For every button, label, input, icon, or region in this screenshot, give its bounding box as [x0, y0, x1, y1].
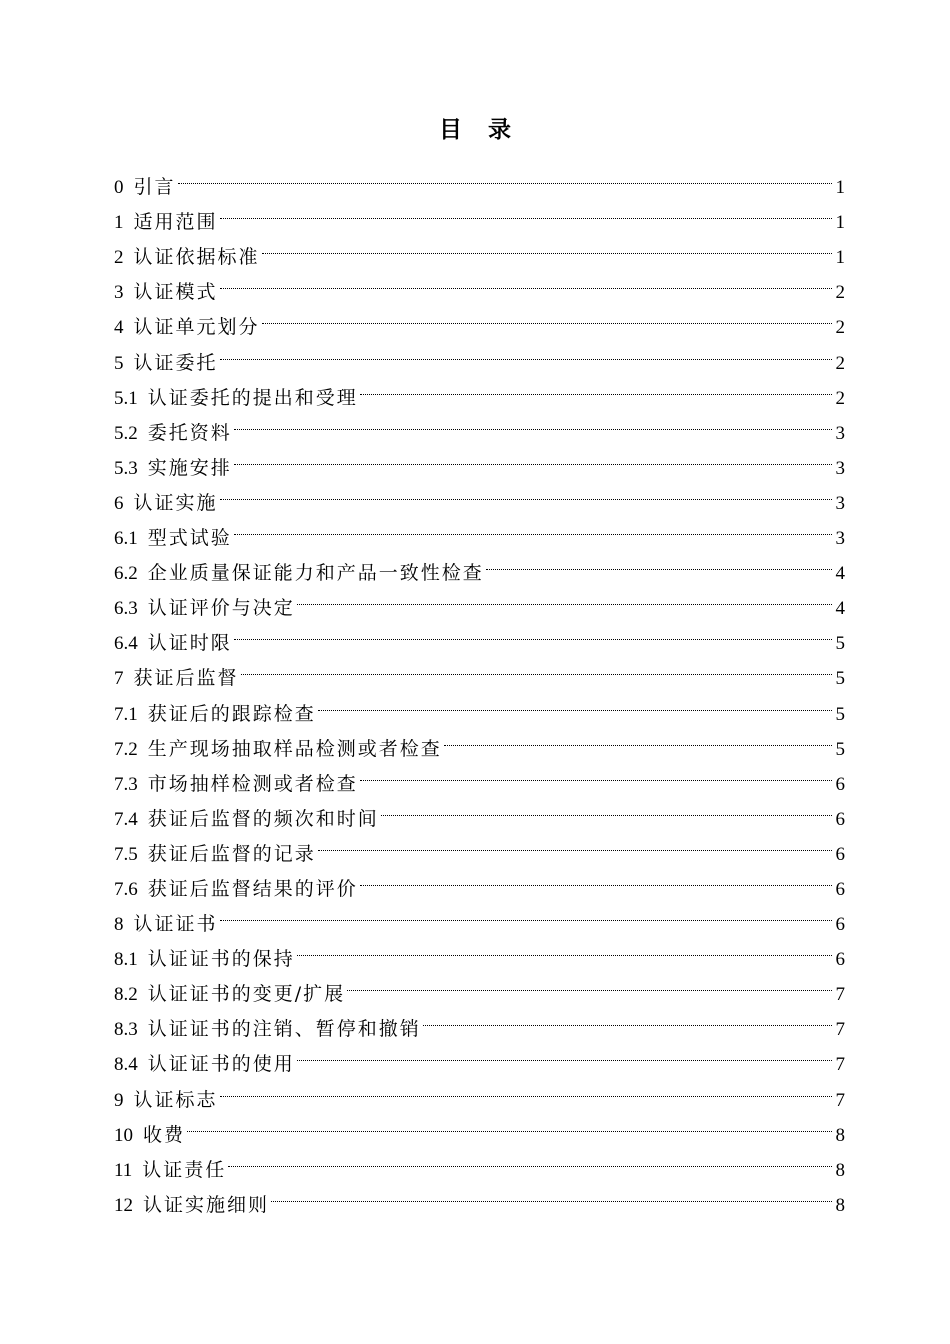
toc-entry-number: 8.4: [114, 1054, 138, 1076]
toc-entry-number: 12: [114, 1194, 133, 1216]
toc-entry[interactable]: [114, 263, 845, 304]
toc-entry-title: 市场抽样检测或者检查: [147, 772, 358, 795]
toc-entry-title: 认证证书的使用: [147, 1053, 295, 1076]
toc-entry-number: 1: [114, 212, 124, 234]
toc-entry[interactable]: [114, 895, 845, 936]
toc-entry-number: 6.2: [114, 563, 138, 585]
toc-dot-leader: [295, 1035, 834, 1070]
toc-dot-leader: [358, 755, 834, 790]
toc-entry-number: 3: [114, 282, 124, 304]
toc-entry-title: 引言: [133, 176, 176, 199]
toc-entry-page-number: 7: [835, 1019, 845, 1041]
toc-entry-number: 7.1: [114, 703, 138, 725]
toc-entry-title: 获证后监督结果的评价: [147, 877, 358, 900]
toc-entry-page-number: 1: [835, 247, 845, 269]
toc-entry-title: 认证证书的变更/扩展: [147, 983, 346, 1006]
toc-entry-number: 5.2: [114, 422, 138, 444]
toc-entry-page-number: 5: [835, 738, 845, 760]
toc-entry-title: 型式试验: [147, 527, 232, 550]
toc-entry-title: 获证后监督的频次和时间: [147, 807, 379, 830]
toc-entry-page-number: 2: [835, 282, 845, 304]
toc-entry-title: 认证评价与决定: [147, 597, 295, 620]
toc-entry-title: 认证标志: [133, 1088, 218, 1111]
toc-entry-number: 7: [114, 668, 124, 690]
toc-entry-number: 0: [114, 177, 124, 199]
toc-entry-page-number: 3: [835, 528, 845, 550]
toc-entry-page-number: 4: [835, 563, 845, 585]
toc-title: 目录: [439, 116, 537, 143]
toc-dot-leader: [218, 895, 834, 930]
toc-entry-title: 认证证书: [133, 913, 218, 936]
toc-entry-page-number: 2: [835, 352, 845, 374]
toc-list: [114, 158, 845, 1216]
toc-entry[interactable]: [114, 333, 845, 374]
toc-entry-title: 认证单元划分: [133, 316, 260, 339]
toc-entry-number: 2: [114, 247, 124, 269]
toc-dot-leader: [295, 930, 834, 965]
toc-entry-page-number: 3: [835, 422, 845, 444]
toc-dot-leader: [260, 228, 834, 263]
toc-dot-leader: [232, 439, 834, 474]
toc-entry-title: 认证模式: [133, 281, 218, 304]
toc-dot-leader: [316, 684, 834, 719]
toc-entry-title: 认证时限: [147, 632, 232, 655]
toc-entry[interactable]: [114, 474, 845, 514]
toc-dot-leader: [218, 263, 834, 298]
toc-entry-title: 收费: [143, 1123, 186, 1146]
toc-entry-number: 7.5: [114, 843, 138, 865]
toc-entry[interactable]: [114, 228, 845, 269]
toc-entry-page-number: 2: [835, 317, 845, 339]
toc-entry[interactable]: [114, 1070, 845, 1111]
toc-dot-leader: [176, 158, 834, 193]
toc-entry-page-number: 3: [835, 457, 845, 479]
toc-entry-number: 6.3: [114, 598, 138, 620]
toc-dot-leader: [226, 1141, 833, 1176]
toc-entry[interactable]: [114, 930, 845, 971]
toc-entry[interactable]: [114, 1106, 845, 1146]
toc-entry-number: 11: [114, 1159, 133, 1181]
toc-entry-page-number: 5: [835, 668, 845, 690]
toc-entry-number: 9: [114, 1089, 124, 1111]
toc-entry-page-number: 4: [835, 598, 845, 620]
toc-entry-page-number: 6: [835, 878, 845, 900]
toc-entry-number: 7.2: [114, 738, 138, 760]
toc-entry-page-number: 8: [835, 1159, 845, 1181]
toc-entry-title: 认证依据标准: [133, 246, 260, 269]
toc-dot-leader: [379, 790, 834, 825]
toc-entry-title: 实施安排: [147, 456, 232, 479]
toc-entry-number: 6.1: [114, 528, 138, 550]
toc-entry-title: 认证实施: [133, 491, 218, 514]
toc-entry[interactable]: [114, 509, 845, 550]
toc-dot-leader: [218, 1070, 834, 1105]
toc-dot-leader: [421, 1000, 834, 1035]
toc-dot-leader: [358, 369, 834, 404]
toc-entry-page-number: 7: [835, 1054, 845, 1076]
toc-entry-page-number: 2: [835, 387, 845, 409]
toc-entry-title: 委托资料: [147, 421, 232, 444]
toc-entry-page-number: 6: [835, 808, 845, 830]
toc-entry-page-number: 1: [835, 177, 845, 199]
toc-dot-leader: [218, 193, 834, 228]
toc-dot-leader: [218, 333, 834, 368]
toc-entry-number: 6: [114, 492, 124, 514]
toc-entry-title: 适用范围: [133, 211, 218, 234]
toc-entry-page-number: 6: [835, 914, 845, 936]
toc-entry[interactable]: [114, 158, 845, 199]
toc-entry-number: 10: [114, 1124, 133, 1146]
toc-entry-page-number: 7: [835, 984, 845, 1006]
toc-entry-page-number: 8: [835, 1124, 845, 1146]
toc-entry-number: 8.2: [114, 984, 138, 1006]
toc-dot-leader: [218, 474, 834, 509]
toc-dot-leader: [358, 860, 834, 895]
toc-entry-page-number: 1: [835, 212, 845, 234]
toc-entry-page-number: 5: [835, 633, 845, 655]
toc-entry-page-number: 5: [835, 703, 845, 725]
toc-entry-title: 生产现场抽取样品检测或者检查: [147, 737, 442, 760]
toc-entry-number: 5.1: [114, 387, 138, 409]
toc-entry-title: 企业质量保证能力和产品一致性检查: [147, 562, 484, 585]
toc-dot-leader: [260, 298, 834, 333]
toc-dot-leader: [442, 720, 834, 755]
toc-entry-number: 6.4: [114, 633, 138, 655]
toc-entry-number: 7.4: [114, 808, 138, 830]
toc-entry-title: 获证后监督的记录: [147, 842, 316, 865]
toc-dot-leader: [484, 544, 834, 579]
toc-entry-page-number: 8: [835, 1194, 845, 1216]
toc-dot-leader: [185, 1106, 833, 1141]
toc-entry[interactable]: [114, 1141, 845, 1181]
toc-dot-leader: [345, 965, 833, 1000]
toc-dot-leader: [232, 614, 834, 649]
toc-dot-leader: [269, 1176, 833, 1211]
toc-dot-leader: [295, 579, 834, 614]
toc-entry[interactable]: [114, 369, 845, 409]
toc-entry-number: 5.3: [114, 457, 138, 479]
toc-entry-title: 认证责任: [142, 1158, 227, 1181]
toc-dot-leader: [232, 404, 834, 439]
toc-entry-page-number: 3: [835, 492, 845, 514]
toc-entry-title: 获证后的跟踪检查: [147, 702, 316, 725]
toc-entry-title: 认证实施细则: [143, 1193, 270, 1216]
toc-entry[interactable]: [114, 298, 845, 339]
toc-entry-number: 7.3: [114, 773, 138, 795]
toc-entry-number: 4: [114, 317, 124, 339]
toc-entry[interactable]: [114, 193, 845, 234]
toc-dot-leader: [239, 649, 834, 684]
toc-entry-page-number: 6: [835, 949, 845, 971]
toc-entry-number: 8.3: [114, 1019, 138, 1041]
toc-dot-leader: [316, 825, 834, 860]
toc-entry-number: 7.6: [114, 878, 138, 900]
toc-entry-page-number: 6: [835, 843, 845, 865]
toc-entry-title: 认证证书的保持: [147, 948, 295, 971]
toc-entry-title: 认证证书的注销、暂停和撤销: [147, 1018, 421, 1041]
toc-entry-page-number: 6: [835, 773, 845, 795]
toc-entry-title: 认证委托: [133, 351, 218, 374]
toc-entry-title: 获证后监督: [133, 667, 239, 690]
toc-entry-number: 8.1: [114, 949, 138, 971]
toc-entry-title: 认证委托的提出和受理: [147, 386, 358, 409]
toc-dot-leader: [232, 509, 834, 544]
toc-entry-number: 8: [114, 914, 124, 936]
toc-entry-page-number: 7: [835, 1089, 845, 1111]
toc-entry-number: 5: [114, 352, 124, 374]
